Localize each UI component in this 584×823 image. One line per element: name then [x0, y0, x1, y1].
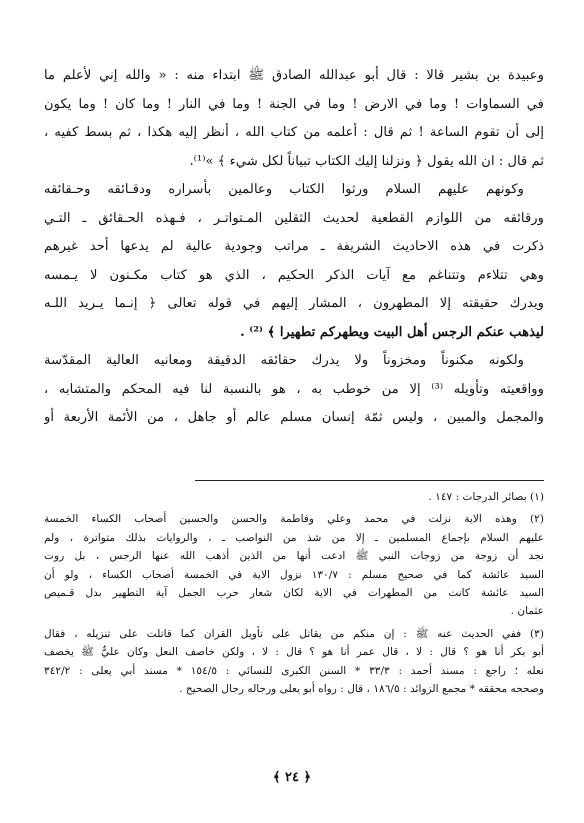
footnote-separator — [195, 480, 544, 481]
footnote-line: عليهم السلام بإجماع المسلمين ـ إلا من شذ من النواصب ـ ، والروايات بذلك متواترة ، ولم — [44, 531, 544, 544]
text-line: ورقائقه من اللوازم القطعية لحديث الثقلين المـتواتـر ، فـهذه الحـقائق ـ التـي — [44, 210, 544, 226]
text-line: وكونهم عليهم السلام ورثوا الكتاب وعالمين بأسراره ودقـائقه وحـقائقه — [44, 182, 524, 197]
footnote-line: السيد عائشة كما في صحيح مسلم : ١٣٠/٧ نزول الاية في الخمسة أصحاب الكساء ، ولو أن — [44, 568, 544, 581]
footnote-line: السيد عائشة كانت من المطهرات في الاية لكان شعار حرب الجمل آية التطهير بدل قـميص — [44, 586, 544, 599]
footnote-line: نجد أن زوجة من زوجات النبي ﷺ ادعت أنها من الذين أذهب الله عنها الرجس ، بل روت — [44, 550, 544, 563]
footnote-line: (١) بصائر الدرجات : ١٤٧ . — [428, 491, 544, 503]
footnote-line: نعله ؛ راجع : مسند أحمد : ٣٣/٣ * السنن الكبرى للنسائي : ١٥٤/٥ * مسند أبي يعلى : ٣٤٢/٢ — [44, 664, 544, 677]
text-line: في السماوات ! وما في الارض ! وما في الجنة ! وما في النار ! وما كان ! وما يكون — [44, 96, 544, 112]
footnotes — [44, 488, 544, 698]
main-text — [44, 62, 544, 433]
footnote-line: (٣) ففي الحديث عنه ﷺ : إن منكم من يقاتل على تأويل القران كما قاتلت على تنزيله ، فقال — [44, 627, 544, 640]
text-line: ويدرك حقيقته إلا المطهرون ، المشار إليهم في قوله تعالى ﴿ إنـما يـريد اللـه — [44, 296, 544, 311]
text-line: ذكرت في هذه الاحاديث الشريفة ـ مراتب وجودية عالية لم يدعها أحد غيرهم — [44, 239, 544, 254]
text-line: والمجمل والمبين ، وليس ثمّة إنسان مسلم عالم أو جاهل ، من الأئمة الأربعة أو — [44, 410, 544, 425]
footnote-line: أبو بكر أنا هو ؟ قال : لا ، قال عمر أنا هو ؟ قال : لا ، ولكن خاصف النعل وكان عليٌّ ﷺ يخصف — [44, 646, 544, 659]
footnote-line: وصححه محققه * مجمع الزوائد : ١٨٦/٥ ، قال : رواه أبو يعلى ورجاله رجال الصحيح . — [179, 682, 544, 695]
footnote-line: عثمان . — [510, 605, 544, 618]
text-line: وواقعيته وتأويله ⁽³⁾ إلا من خوطب به ، هو بالنسبة لنا فيه المحكم والمتشابه ، — [44, 381, 544, 397]
quran-verse-line: ليذهب عنكم الرجس أهل البيت ويطهركم تطهيرا ﴾ ⁽²⁾ . — [240, 324, 544, 340]
text-line: ثم قال : ان الله يقول ﴿ ونزلنا إليك الكتاب تبياناً لكل شيء ﴾ »⁽¹⁾. — [189, 153, 544, 169]
text-line: ولكونه مكنوناً ومخزوناً ولا يدرك حقائقه الدقيقة ومعانيه العالية المقدّسة — [44, 353, 524, 368]
text-line: وعبيدة بن بشير قالا : قال أبو عبدالله الصادق ﷺ ابتداء منه : « والله إني لأعلم ما — [44, 68, 544, 83]
text-line: إلى أن تقوم الساعة ! ثم قال : أعلمه من كتاب الله ، أنظر إليه هكذا ، ثم بسط كفيه ، — [44, 125, 544, 140]
page-number: ﴿ ٢٤ ﴾ — [272, 770, 312, 785]
text-line: وهي تتلاءم وتتناغم مع آيات الذكر الحكيم ، الذي هو كتاب مكـنون لا يـمسه — [44, 267, 544, 283]
footnote-line: (٢) وهذه الاية نزلت في محمد وعلي وفاطمة والحسن والحسين أصحاب الكساء الخمسة — [44, 513, 544, 526]
